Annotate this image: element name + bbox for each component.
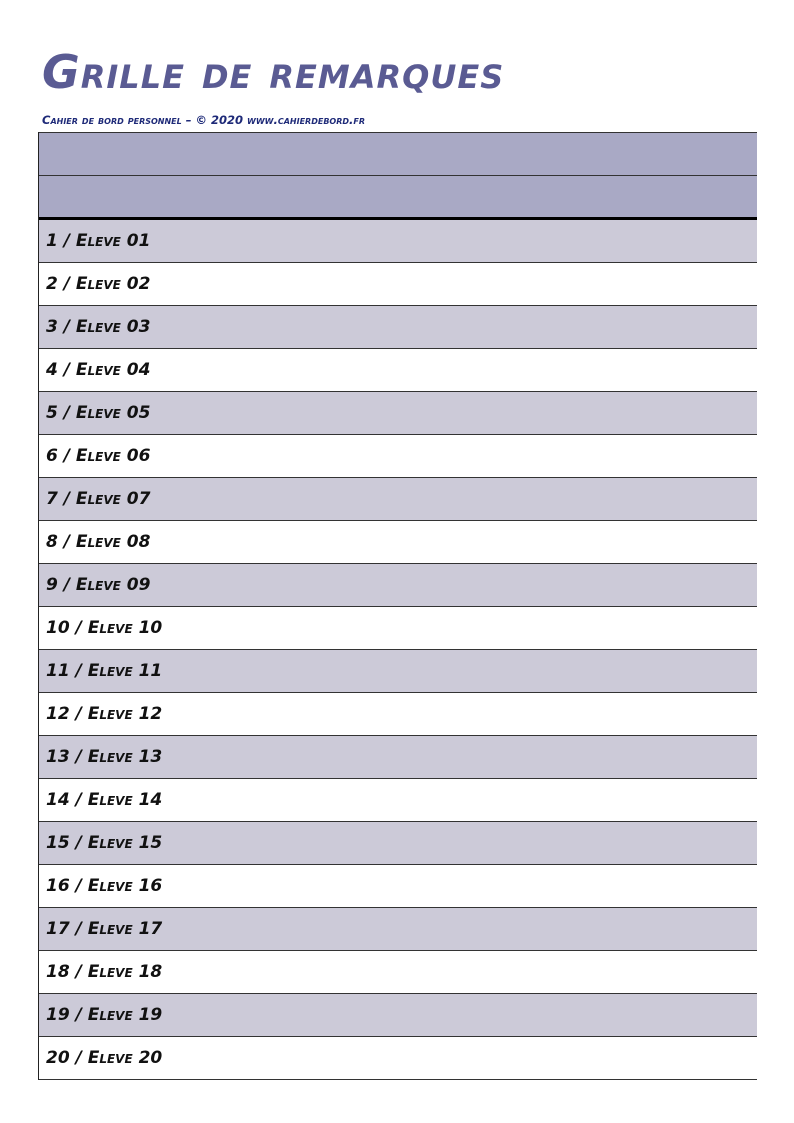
student-rows <box>39 220 757 1080</box>
table-row <box>39 564 757 607</box>
table-row <box>39 865 757 908</box>
student-label: 7 / Eleve 07 <box>46 489 151 509</box>
table-row <box>39 220 757 263</box>
student-label: 19 / Eleve 19 <box>46 1005 163 1025</box>
page-subtitle: Cahier de bord personnel – © 2020 www.cahierdebord.fr <box>42 113 366 127</box>
student-label: 8 / Eleve 08 <box>46 532 151 552</box>
table-row <box>39 263 757 306</box>
table-row <box>39 521 757 564</box>
table-row <box>39 779 757 822</box>
remarks-grid <box>38 132 757 1080</box>
table-row <box>39 435 757 478</box>
table-row <box>39 951 757 994</box>
student-label: 2 / Eleve 02 <box>46 274 151 294</box>
student-label: 18 / Eleve 18 <box>46 962 163 982</box>
table-row <box>39 822 757 865</box>
table-row <box>39 736 757 779</box>
table-row <box>39 994 757 1037</box>
student-label: 10 / Eleve 10 <box>46 618 163 638</box>
student-label: 5 / Eleve 05 <box>46 403 151 423</box>
student-label: 14 / Eleve 14 <box>46 790 163 810</box>
student-label: 3 / Eleve 03 <box>46 317 151 337</box>
student-label: 9 / Eleve 09 <box>46 575 151 595</box>
grid-header-row-1 <box>39 132 757 175</box>
student-label: 1 / Eleve 01 <box>46 231 151 251</box>
table-row <box>39 1037 757 1080</box>
student-label: 4 / Eleve 04 <box>46 360 151 380</box>
table-row <box>39 478 757 521</box>
table-row <box>39 908 757 951</box>
student-label: 15 / Eleve 15 <box>46 833 163 853</box>
student-label: 13 / Eleve 13 <box>46 747 163 767</box>
table-row <box>39 306 757 349</box>
student-label: 20 / Eleve 20 <box>46 1048 163 1068</box>
table-row <box>39 607 757 650</box>
grid-header-row-2 <box>39 175 757 220</box>
student-label: 11 / Eleve 11 <box>46 661 163 681</box>
table-row <box>39 349 757 392</box>
student-label: 16 / Eleve 16 <box>46 876 163 896</box>
page-title: Grille de remarques <box>42 45 505 99</box>
table-row <box>39 650 757 693</box>
student-label: 12 / Eleve 12 <box>46 704 163 724</box>
table-row <box>39 392 757 435</box>
student-label: 17 / Eleve 17 <box>46 919 163 939</box>
student-label: 6 / Eleve 06 <box>46 446 151 466</box>
table-row <box>39 693 757 736</box>
